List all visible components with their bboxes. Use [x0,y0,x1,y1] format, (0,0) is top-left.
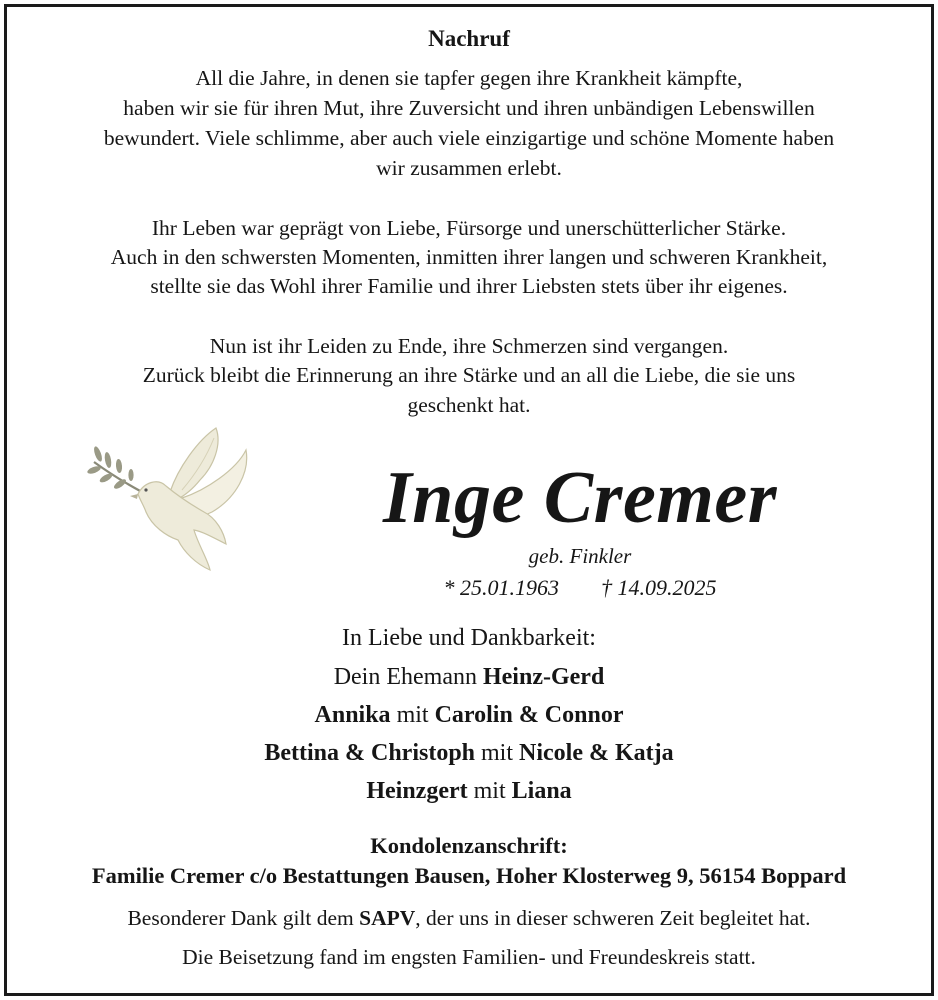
dove-with-olive-branch-icon [86,420,256,580]
text-line: Ihr Leben war geprägt von Liebe, Fürsorge und unerschütterlicher Stärke. [151,216,787,240]
birth-date: * 25.01.1963 [443,575,559,600]
text-line: geschenkt hat. [407,393,531,417]
mourners-intro: In Liebe und Dankbarkeit: [342,625,596,651]
thanks-line: Besonderer Dank gilt dem SAPV, der uns in dieser schweren Zeit begleitet hat. [127,906,811,930]
burial-note: Die Beisetzung fand im engsten Familien- und Freundeskreis statt. [182,945,756,969]
death-date: † 14.09.2025 [601,575,717,600]
text-line: wir zusammen erlebt. [376,156,562,180]
mourner-line: Annika mit Carolin & Connor [314,702,624,728]
deceased-name: Inge Cremer [383,457,777,539]
maiden-name: geb. Finkler [528,544,632,568]
condolence-label: Kondolenzanschrift: [370,833,568,858]
mourner-line: Dein Ehemann Heinz-Gerd [333,664,605,690]
mourner-line: Bettina & Christoph mit Nicole & Katja [264,740,674,766]
text-line: Zurück bleibt die Erinnerung an ihre Stärke und an all die Liebe, die sie uns [142,363,796,387]
life-dates [290,574,870,602]
text-line: Nun ist ihr Leiden zu Ende, ihre Schmerzen sind vergangen. [209,334,729,358]
text-line: All die Jahre, in denen sie tapfer gegen ihre Krankheit kämpfte, [195,66,743,90]
condolence-address: Familie Cremer c/o Bestattungen Bausen, Hoher Klosterweg 9, 56154 Boppard [91,863,847,888]
text-line: haben wir sie für ihren Mut, ihre Zuversicht und ihren unbändigen Lebenswillen [123,96,815,120]
text-line: Auch in den schwersten Momenten, inmitten ihrer langen und schweren Krankheit, [110,245,828,269]
text-line: bewundert. Viele schlimme, aber auch viele einzigartige und schöne Momente haben [103,126,835,150]
notice-heading: Nachruf [428,26,510,51]
mourner-line: Heinzgert mit Liana [366,778,572,804]
text-line: stellte sie das Wohl ihrer Familie und ihrer Liebsten stets über ihr eigenes. [150,274,788,298]
